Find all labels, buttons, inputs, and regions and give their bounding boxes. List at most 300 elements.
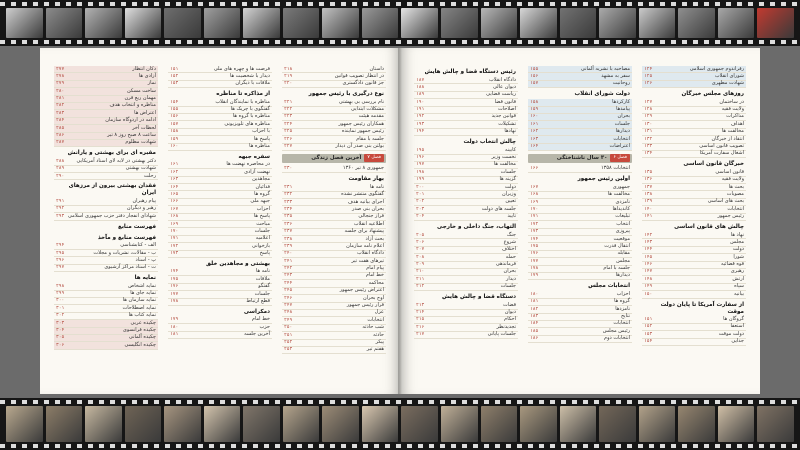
toc-page-number: ۲۲۱ [284, 99, 293, 105]
toc-page-number: ۱۵۳ [170, 81, 179, 87]
toc-page-number: ۲۸۱ [56, 96, 65, 102]
toc-page-number: ۱۹۹ [416, 177, 425, 183]
toc-entry-label: کاندیداها [612, 205, 630, 212]
toc-page-number: ۲۷۸ [56, 73, 65, 79]
toc-entry [414, 262, 518, 269]
toc-page-number: ۲۰۷ [416, 247, 425, 253]
toc-entry-label: استعفا [730, 323, 744, 330]
toc-entry-label: مذاکرات [726, 113, 744, 120]
toc-page-number: ۱۷۴ [530, 236, 539, 242]
toc-page-number: ۲۱۹ [284, 73, 293, 79]
toc-entry [168, 276, 272, 283]
toc-entry [282, 332, 386, 339]
toc-entry-label: بحران بنی صدر [352, 205, 384, 212]
filmstrip-top [0, 0, 800, 46]
toc-page-number: ۱۷۹ [170, 317, 179, 323]
toc-entry-label: جلسه های دولت [481, 205, 516, 212]
toc-entry-label: سپاه [734, 283, 744, 290]
film-frame-photo [46, 406, 83, 442]
right-page [400, 48, 760, 394]
toc-entry [282, 144, 386, 151]
toc-entry [282, 81, 386, 88]
toc-entry-label: ت - اسناد مراکز آرشیوی [104, 264, 156, 271]
toc-entry-label: نهضت آزادی [244, 168, 270, 175]
toc-entry-label: جدایی [731, 338, 744, 345]
toc-entry-label: فدائیان [255, 183, 270, 190]
toc-entry-label: مناظره با گروه ها [232, 113, 270, 120]
toc-entry [528, 273, 632, 280]
toc-page-number: ۱۷۴ [170, 269, 179, 275]
toc-entry-label: پیکر [375, 339, 384, 345]
toc-entry-label: دیوان [504, 309, 516, 316]
toc-page-number: ۲۸۰ [56, 88, 65, 94]
toc-entry-label: اطلاعیه انقلاب [353, 220, 384, 227]
toc-page-number: ۱۵۴ [170, 99, 179, 105]
toc-page-number: ۱۸۰ [530, 291, 539, 297]
toc-page-number: ۱۶۱ [530, 121, 539, 127]
toc-entry-label: ولایت فقیه [721, 176, 744, 183]
film-frame-photo [639, 406, 676, 442]
toc-entry-label: رفراندوم جمهوری اسلامی [689, 65, 744, 72]
toc-page-number: ۱۹۷ [416, 162, 425, 168]
toc-entry [414, 214, 518, 221]
toc-page-number: ۱۴۰ [644, 206, 653, 212]
toc-page-number: ۲۲۶ [284, 136, 293, 142]
film-frame-photo [441, 406, 478, 442]
film-frame-photo [481, 406, 518, 442]
toc-page-number: ۱۲۸ [644, 107, 653, 113]
film-frame-photo [6, 8, 43, 38]
toc-page-number: ۱۶۲ [170, 169, 179, 175]
toc-entry [528, 306, 632, 313]
film-frame-photo [639, 8, 676, 38]
toc-page-number: ۲۸۶ [56, 133, 65, 139]
toc-entry-label: اختلاف [501, 246, 516, 253]
toc-entry [642, 81, 746, 88]
toc-entry-label: همکاران رئیس جمهور [338, 120, 384, 127]
toc-column [168, 66, 272, 384]
toc-page-number: ۲۸۷ [56, 140, 65, 146]
toc-section-heading: از مذاکره تا مناظره [216, 91, 270, 98]
toc-entry-label: لحظات آخر [132, 124, 156, 131]
chapter-badge: فصل ۶ [610, 154, 630, 162]
toc-entry-label: نمایه کتاب ها [128, 312, 156, 319]
toc-entry [414, 310, 518, 317]
toc-page-number: ۲۸۴ [56, 118, 65, 124]
toc-page-number: ۱۷۵ [170, 276, 179, 282]
film-frame-photo [520, 406, 557, 442]
toc-page-number: ۲۰۳ [416, 206, 425, 212]
toc-entry [168, 251, 272, 258]
film-frame-photo [757, 8, 794, 38]
toc-entry-label: رئیس مجلس [602, 327, 630, 334]
film-frame-photo [560, 8, 597, 38]
toc-page-number: ۱۲۶ [644, 81, 653, 87]
toc-page-number: ۲۳۰ [284, 166, 293, 172]
toc-entry-label: گفتگوی منتشر نشده [341, 191, 384, 198]
toc-page-number: ۱۴۸ [644, 276, 653, 282]
toc-page-number: ۱۶۷ [170, 206, 179, 212]
toc-entry-label: جلسات [614, 120, 630, 127]
toc-entry-label: شورای انقلاب [714, 72, 744, 79]
toc-section-heading: مقبره ای برای بهشتی و یارانش [67, 150, 156, 157]
toc-page-number: ۱۷۰ [170, 228, 179, 234]
toc-entry-label: نتایج [620, 313, 630, 320]
toc-page-number: ۱۵۰ [644, 291, 653, 297]
toc-page-number: ۳۰۳ [56, 320, 65, 326]
toc-entry-label: شورا [733, 253, 744, 260]
toc-entry-label: رهبری [730, 268, 744, 275]
toc-entry-label: ملاقات با دیگران [235, 80, 270, 87]
toc-page-number: ۲۱۵ [416, 317, 425, 323]
toc-entry [168, 299, 272, 306]
toc-entry-label: نامزدها [615, 305, 630, 312]
toc-entry-label: دیوان عالی [492, 83, 516, 90]
toc-page-number: ۱۶۴ [530, 144, 539, 150]
toc-page-number: ۲۳۵ [284, 214, 293, 220]
toc-page-number: ۱۸۷ [416, 77, 425, 83]
toc-entry [54, 342, 158, 349]
toc-entry [414, 129, 518, 136]
toc-page-number: ۲۸۸ [56, 158, 65, 164]
toc-entry-label: اصلاحات [498, 106, 516, 113]
toc-entry-label: عزل [374, 309, 384, 316]
toc-entry-label: تشکیلات [498, 120, 516, 127]
toc-page-number: ۱۴۳ [644, 239, 653, 245]
toc-entry-label: فرماندهی [495, 261, 516, 268]
film-frame-photo [46, 8, 83, 38]
toc-entry-label: بحث های اساسی [707, 198, 744, 205]
toc-entry-label: جلسه با مقام [356, 135, 384, 142]
toc-entry-label: نهادها [504, 128, 516, 135]
toc-entry-label: نامزدی [615, 198, 630, 205]
toc-page-number: ۲۱۷ [416, 332, 425, 338]
toc-page-number: ۲۱۲ [416, 284, 425, 290]
toc-entry-label: گفتگو [258, 283, 270, 290]
film-frame-photo [125, 8, 162, 38]
toc-entry [528, 144, 632, 151]
toc-page-number: ۱۴۵ [644, 254, 653, 260]
toc-entry-label: با احزاب [252, 128, 270, 135]
toc-page-number: ۲۱۰ [416, 269, 425, 275]
toc-entry-label: دادگاه انقلاب [357, 250, 384, 257]
toc-entry [414, 247, 518, 254]
toc-page-number: ۲۹۰ [56, 173, 65, 179]
toc-page-number: ۲۹۲ [56, 206, 65, 212]
toc-entry-label: شهادت مظلوم [125, 139, 156, 146]
toc-entry-label: تایید [507, 213, 516, 220]
toc-entry-label: قوه قضائیه [720, 261, 744, 268]
toc-page-number: ۲۸۳ [56, 110, 65, 116]
toc-entry [168, 81, 272, 88]
toc-entry [54, 173, 158, 180]
toc-entry-label: انتخابات [613, 135, 630, 142]
toc-section-heading: خبرگان قانون اساسی [683, 161, 744, 168]
toc-entry-label: جلسه با امام [603, 265, 630, 272]
toc-section-heading: روزهای مجلس خبرگان [681, 91, 744, 98]
toc-entry-label: انتخابات [613, 320, 630, 327]
toc-page-number: ۱۴۷ [644, 269, 653, 275]
toc-entry-label: قضات [503, 301, 516, 308]
toc-entry [414, 191, 518, 198]
toc-entry-label: دیدار با شخصیت ها [229, 72, 270, 79]
toc-entry-label: نمایه جای ها [130, 290, 156, 297]
toc-section-heading: انتخابات مجلس [588, 283, 630, 290]
toc-entry-label: خط امام [251, 316, 270, 323]
toc-entry-label: اعتراضات [609, 143, 630, 150]
toc-entry-label: رئیس جمهور نماینده [341, 128, 384, 135]
toc-page-number: ۱۴۲ [644, 232, 653, 238]
toc-entry-label: نهاد ها [730, 231, 744, 238]
toc-entry-label: مقدمه هیئت [358, 113, 384, 120]
toc-section-heading: التهاب، جنگ داخلی و خارجی [437, 224, 516, 231]
toc-entry-label: اجرای بیانیه هدف [347, 198, 384, 205]
toc-section-heading: رئیس دستگاه قضا و چالش هایش [424, 69, 516, 75]
toc-entry-label: کابینه [505, 146, 516, 153]
toc-page-number: ۱۵۹ [530, 107, 539, 113]
toc-section-heading: فهرست منابع [118, 223, 156, 230]
toc-page-number: ۲۷۹ [56, 81, 65, 87]
toc-page-number: ۱۹۵ [416, 147, 425, 153]
toc-page-number: ۲۰۰ [416, 184, 425, 190]
film-frame-photo [757, 406, 794, 442]
toc-entry [642, 214, 746, 221]
toc-page-number: ۲۲۷ [284, 144, 293, 150]
toc-entry-label: نمایه سازمان ها [122, 297, 156, 304]
toc-entry-label: دیدار [505, 275, 516, 282]
toc-page-number: ۱۶۳ [530, 136, 539, 142]
toc-page-number: ۳۰۱ [56, 305, 65, 311]
toc-entry-label: بولتن بنی صدر آن دیدار [335, 143, 384, 150]
toc-entry-label: قطع ارتباط [246, 298, 270, 305]
toc-entry [282, 347, 386, 354]
toc-entry-label: گروه ها [614, 298, 630, 305]
toc-entry-label: نمایه اشخاص [128, 282, 156, 289]
toc-page-number: ۲۲۳ [284, 114, 293, 120]
toc-entry [168, 243, 272, 250]
toc-page-number: ۱۷۵ [530, 243, 539, 249]
toc-page-number: ۲۵۰ [284, 325, 293, 331]
toc-entry-label: ولایت فقیه [721, 106, 744, 113]
chapter-title: ۳۰ سال ناشناختگی [556, 155, 608, 162]
toc-page-number: ۱۳۴ [644, 151, 653, 157]
toc-page-number: ۱۶۱ [170, 162, 179, 168]
toc-entry [168, 317, 272, 324]
toc-entry-label: انتخاب [616, 220, 630, 227]
toc-page-number: ۱۶۰ [530, 114, 539, 120]
toc-page-number: ۱۷۲ [170, 243, 179, 249]
toc-entry [414, 302, 518, 309]
toc-page-number: ۲۳۳ [284, 199, 293, 205]
toc-page-number: ۱۶۶ [170, 199, 179, 205]
toc-page-number: ۱۲۴ [644, 66, 653, 72]
toc-page-number: ۲۱۶ [416, 324, 425, 330]
toc-entry-label: موقعیت [613, 235, 630, 242]
toc-entry [642, 269, 746, 276]
toc-entry-label: مجاهدین [252, 176, 270, 183]
toc-page-number: ۱۳۸ [644, 191, 653, 197]
toc-page-number: ۱۸۱ [170, 332, 179, 338]
chapter-badge: فصل ۷ [364, 154, 384, 162]
toc-entry-label: پیروزی [615, 228, 630, 235]
toc-page-number: ۲۳۷ [284, 229, 293, 235]
film-frame-photo [560, 406, 597, 442]
toc-page-number: ۲۵۲ [284, 340, 293, 345]
toc-entry-label: حمله [505, 253, 516, 260]
toc-page-number: ۱۴۹ [644, 284, 653, 290]
toc-entry-label: جمهوری [612, 183, 630, 190]
toc-entry-label: پ - اسناد [135, 256, 156, 263]
toc-entry-label: بحران [617, 113, 630, 120]
toc-page-number: ۱۳۵ [644, 169, 653, 175]
toc-section-heading: نمایه ها [134, 275, 156, 282]
toc-section-heading: سفره جبهه [238, 153, 270, 160]
toc-section-heading: فهرست منابع و مآخذ [97, 234, 156, 241]
toc-entry-label: در محاصره نهضت ها [226, 161, 270, 168]
toc-page-number: ۱۷۶ [530, 251, 539, 257]
toc-entry-label: جز قانون دادگستری [342, 80, 384, 87]
toc-page-number: ۱۵۵ [170, 107, 179, 113]
toc-entry-label: روحانیت [612, 80, 630, 87]
film-frame-photo [718, 8, 755, 38]
toc-entry-label: فرصت ها و چهره های ملی [213, 65, 270, 72]
toc-entry-label: پیام رهبران [132, 197, 156, 204]
toc-column [528, 66, 632, 384]
toc-section-heading: بهشتی و مجاهدین خلق [206, 260, 270, 267]
toc-section-heading: دستگاه قضا و چالش هایش [442, 294, 516, 301]
toc-page-number: ۳۰۴ [56, 328, 65, 334]
toc-entry-label: ملاقات [255, 275, 270, 282]
toc-page-number: ۱۴۶ [644, 262, 653, 268]
toc-page-number: ۱۸۸ [416, 84, 425, 90]
toc-entry-label: اوج بحران [362, 294, 384, 301]
toc-entry-label: مناظره ها [249, 143, 270, 150]
toc-page-number: ۲۸۹ [56, 166, 65, 172]
toc-page-number: ۲۰۶ [416, 239, 425, 245]
toc-entry-label: تعیین [505, 198, 516, 205]
toc-page-number: ۱۹۴ [416, 129, 425, 135]
toc-entry-label: چکیده انگلیسی [124, 341, 156, 348]
toc-entry-label: ساعت ۸ صبح روز ۸ تیر [107, 132, 156, 139]
toc-entry-label: ب - مقالات، نشریات و مجلات [93, 249, 156, 256]
toc-entry-label: شهادت بهشتی [125, 165, 156, 172]
toc-page-number: ۱۶۹ [530, 199, 539, 205]
toc-entry [528, 81, 632, 88]
toc-entry [414, 284, 518, 291]
toc-entry-label: بحث آزاد [365, 235, 384, 242]
toc-page-number: ۱۹۲ [416, 114, 425, 120]
toc-entry [642, 247, 746, 254]
toc-entry-label: در انتظار تصویب قوانین [334, 72, 384, 79]
toc-page-number: ۲۴۲ [284, 266, 293, 272]
toc-page-number: ۲۹۵ [56, 250, 65, 256]
toc-entry-label: رحلت [143, 172, 156, 179]
toc-entry-label: قانون قضا [494, 98, 516, 105]
toc-entry [282, 325, 386, 332]
film-frame-photo [678, 406, 715, 442]
toc-entry-label: شهادای انفجار دفتر حزب جمهوری اسلامی [67, 212, 156, 219]
toc-page-number: ۲۴۵ [284, 288, 293, 294]
toc-page-number: ۲۸۲ [56, 103, 65, 109]
toc-entry-label: پاسخ [259, 250, 270, 257]
toc-entry-label: تبلیغات [615, 213, 630, 220]
toc-entry-label: نام بررسی بی بهشتی [338, 98, 384, 105]
toc-page-number: ۲۵۳ [284, 347, 293, 353]
toc-page-number: ۲۹۸ [56, 283, 65, 289]
toc-entry-label: محاکمه [368, 279, 384, 286]
film-frame-photo [678, 8, 715, 38]
toc-entry-label: اعلام نامه سازمان [346, 242, 384, 249]
toc-page-number: ۱۵۶ [530, 73, 539, 79]
toc-page-number: ۱۶۳ [170, 177, 179, 183]
toc-page-number: ۱۵۱ [170, 66, 179, 72]
toc-entry [54, 213, 158, 220]
toc-entry-label: دولت [504, 183, 516, 190]
toc-page-number: ۱۵۷ [530, 81, 539, 87]
toc-page-number: ۱۶۹ [170, 221, 179, 227]
toc-page-number: ۲۹۹ [56, 291, 65, 297]
toc-entry-label: آخرین جلسه [244, 331, 270, 338]
toc-column [642, 66, 746, 384]
toc-entry-label: نماز [147, 80, 156, 87]
toc-entry [168, 332, 272, 339]
toc-page-number: ۲۵۱ [284, 332, 293, 338]
toc-page-number: ۱۵۷ [170, 121, 179, 127]
toc-entry-label: قوانین جدید [491, 113, 516, 120]
film-frame-photo [6, 406, 43, 442]
film-frame-photo [441, 8, 478, 38]
toc-entry-label: فرار رئیس جمهور [346, 302, 384, 309]
toc-page-number: ۱۳۲ [644, 136, 653, 142]
toc-page-number: ۱۷۰ [530, 206, 539, 212]
toc-page-number: ۱۸۳ [530, 314, 539, 320]
toc-page-number: ۱۷۷ [530, 258, 539, 264]
toc-entry-label: شب حادثه [362, 324, 384, 331]
toc-page-number: ۲۰۱ [416, 191, 425, 197]
toc-entry-label: ریاست قضایی [486, 91, 516, 98]
toc-page-number: ۲۳۱ [284, 184, 293, 190]
toc-entry [642, 284, 746, 291]
toc-entry-label: چکیده عربی [130, 319, 156, 326]
toc-page-number: ۱۲۷ [644, 99, 653, 105]
toc-page-number: ۱۶۲ [530, 129, 539, 135]
toc-page-number: ۱۸۹ [416, 92, 425, 98]
toc-entry [642, 151, 746, 158]
toc-page-number: ۲۱۱ [416, 276, 425, 282]
toc-entry [414, 121, 518, 128]
toc-entry-label: احزاب [616, 290, 630, 297]
toc-page-number: ۲۱۸ [284, 66, 293, 72]
toc-page-number: ۱۵۸ [170, 129, 179, 135]
toc-page-number: ۱۶۴ [170, 184, 179, 190]
chapter-banner [282, 154, 386, 163]
toc-page-number: ۲۰۴ [416, 214, 425, 220]
chapter-banner [528, 154, 632, 163]
toc-entry-label: انتخابات دوم [604, 335, 630, 342]
film-frame-photo [362, 406, 399, 442]
toc-entry-label: تجدیدنظر [496, 323, 516, 330]
toc-entry-label: چکیده آلمانی [128, 334, 156, 341]
toc-column [282, 66, 386, 384]
toc-entry-label: پاسخ ها [253, 135, 270, 142]
toc-entry [54, 265, 158, 272]
film-frame-photo [718, 406, 755, 442]
toc-entry-label: حادثه [373, 331, 384, 338]
film-frame-photo [204, 406, 241, 442]
toc-entry [642, 339, 746, 346]
toc-page-number: ۲۹۷ [56, 265, 65, 271]
toc-entry-label: وزیران [501, 190, 516, 197]
